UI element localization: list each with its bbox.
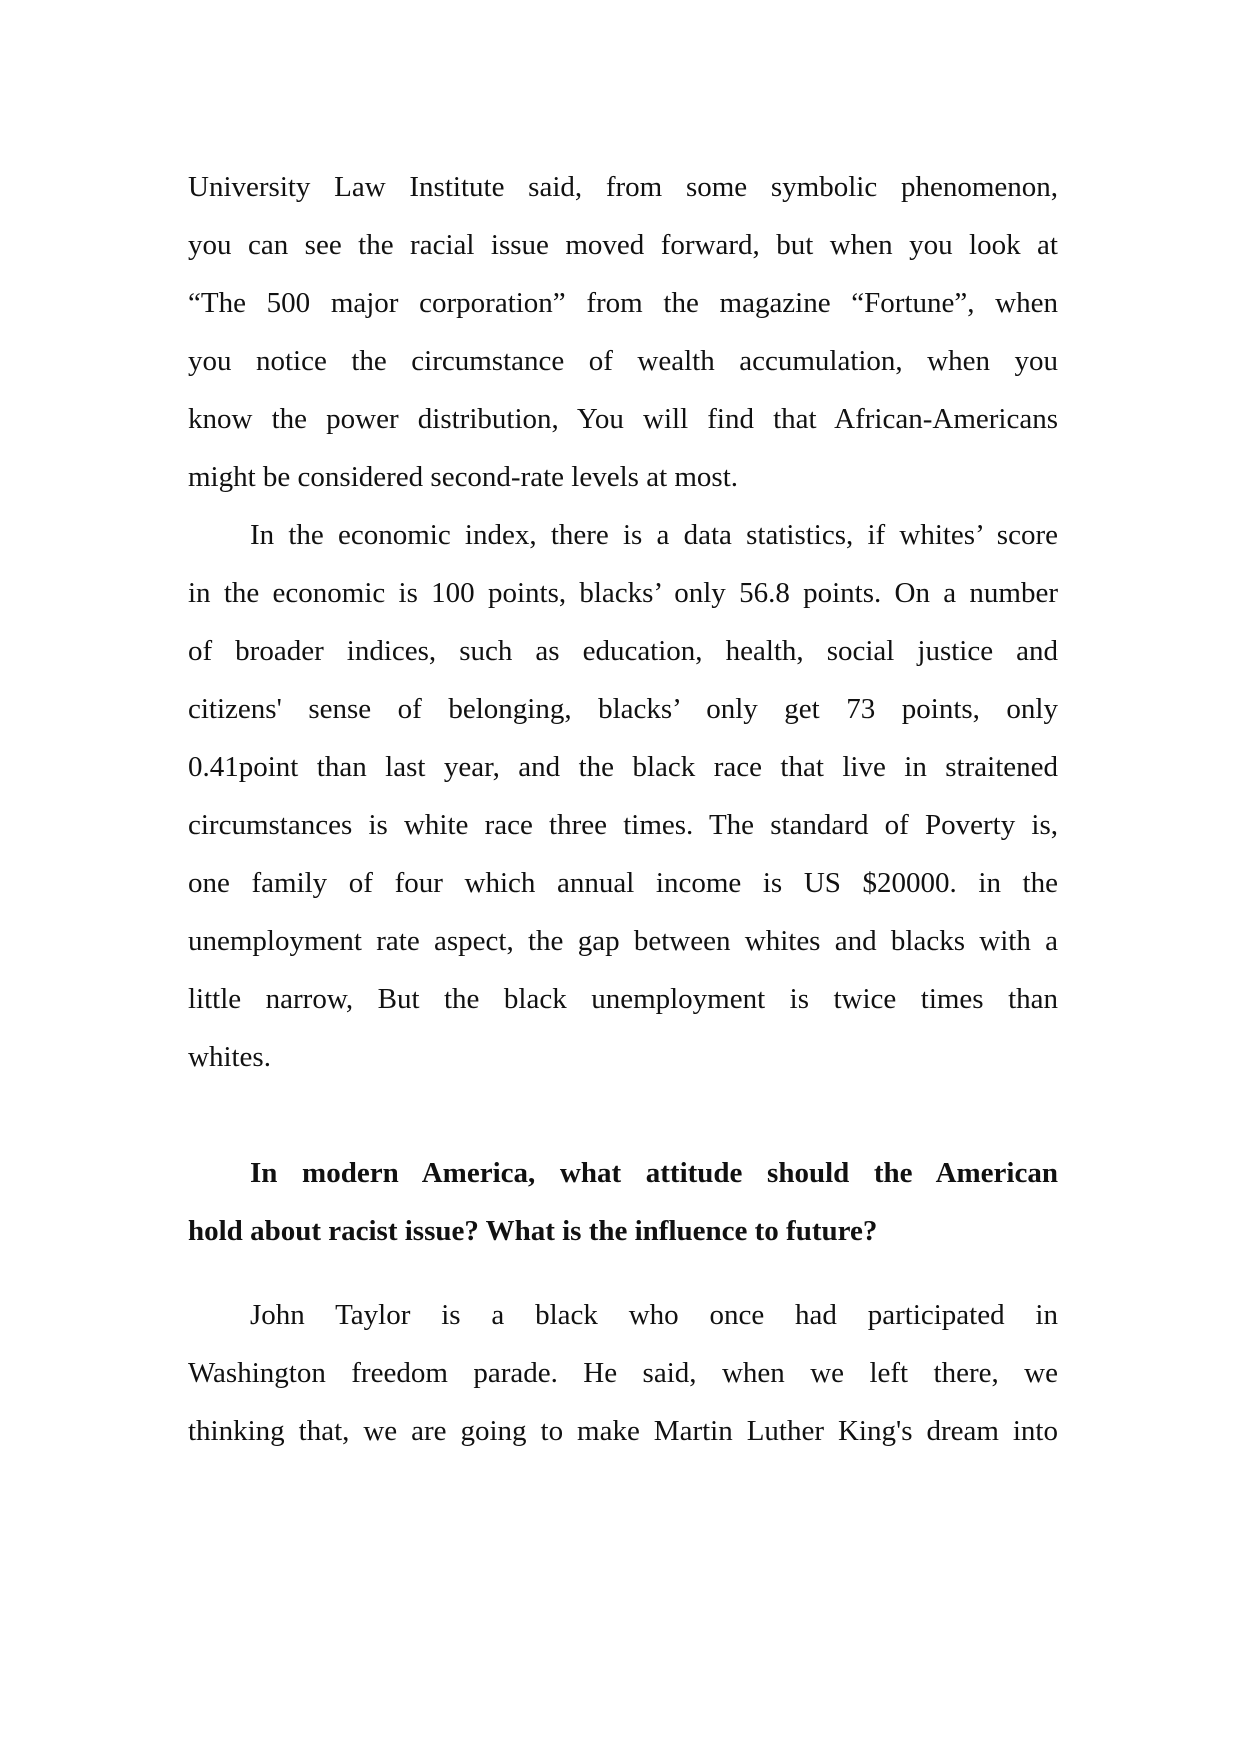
text-line: little narrow, But the black unemployment is twice times than [188, 983, 1058, 1015]
heading-line: In modern America, what attitude should the American [250, 1157, 1058, 1189]
text-line: know the power distribution, You will find that African-Americans [188, 403, 1058, 435]
text-line: “The 500 major corporation” from the magazine “Fortune”, when [188, 287, 1058, 319]
text-line: unemployment rate aspect, the gap between whites and blacks with a [188, 925, 1058, 957]
text-line: you can see the racial issue moved forward, but when you look at [188, 229, 1058, 261]
text-line: whites. [188, 1041, 271, 1073]
text-line: might be considered second-rate levels at most. [188, 461, 739, 493]
text-line: 0.41point than last year, and the black race that live in straitened [188, 751, 1058, 783]
text-line: you notice the circumstance of wealth accumulation, when you [188, 345, 1058, 377]
text-line: John Taylor is a black who once had participated in [250, 1299, 1058, 1331]
text-line: citizens' sense of belonging, blacks’ only get 73 points, only [188, 693, 1058, 725]
text-line: one family of four which annual income is US $20000. in the [188, 867, 1058, 899]
text-line: In the economic index, there is a data statistics, if whites’ score [250, 519, 1058, 551]
text-line: in the economic is 100 points, blacks’ only 56.8 points. On a number [188, 577, 1058, 609]
heading-line: hold about racist issue? What is the influence to future? [188, 1215, 878, 1247]
text-line: circumstances is white race three times. The standard of Poverty is, [188, 809, 1058, 841]
text-line: Washington freedom parade. He said, when we left there, we [188, 1357, 1058, 1389]
text-line: thinking that, we are going to make Martin Luther King's dream into [188, 1415, 1058, 1447]
text-line: University Law Institute said, from some symbolic phenomenon, [188, 171, 1058, 203]
text-line: of broader indices, such as education, health, social justice and [188, 635, 1058, 667]
